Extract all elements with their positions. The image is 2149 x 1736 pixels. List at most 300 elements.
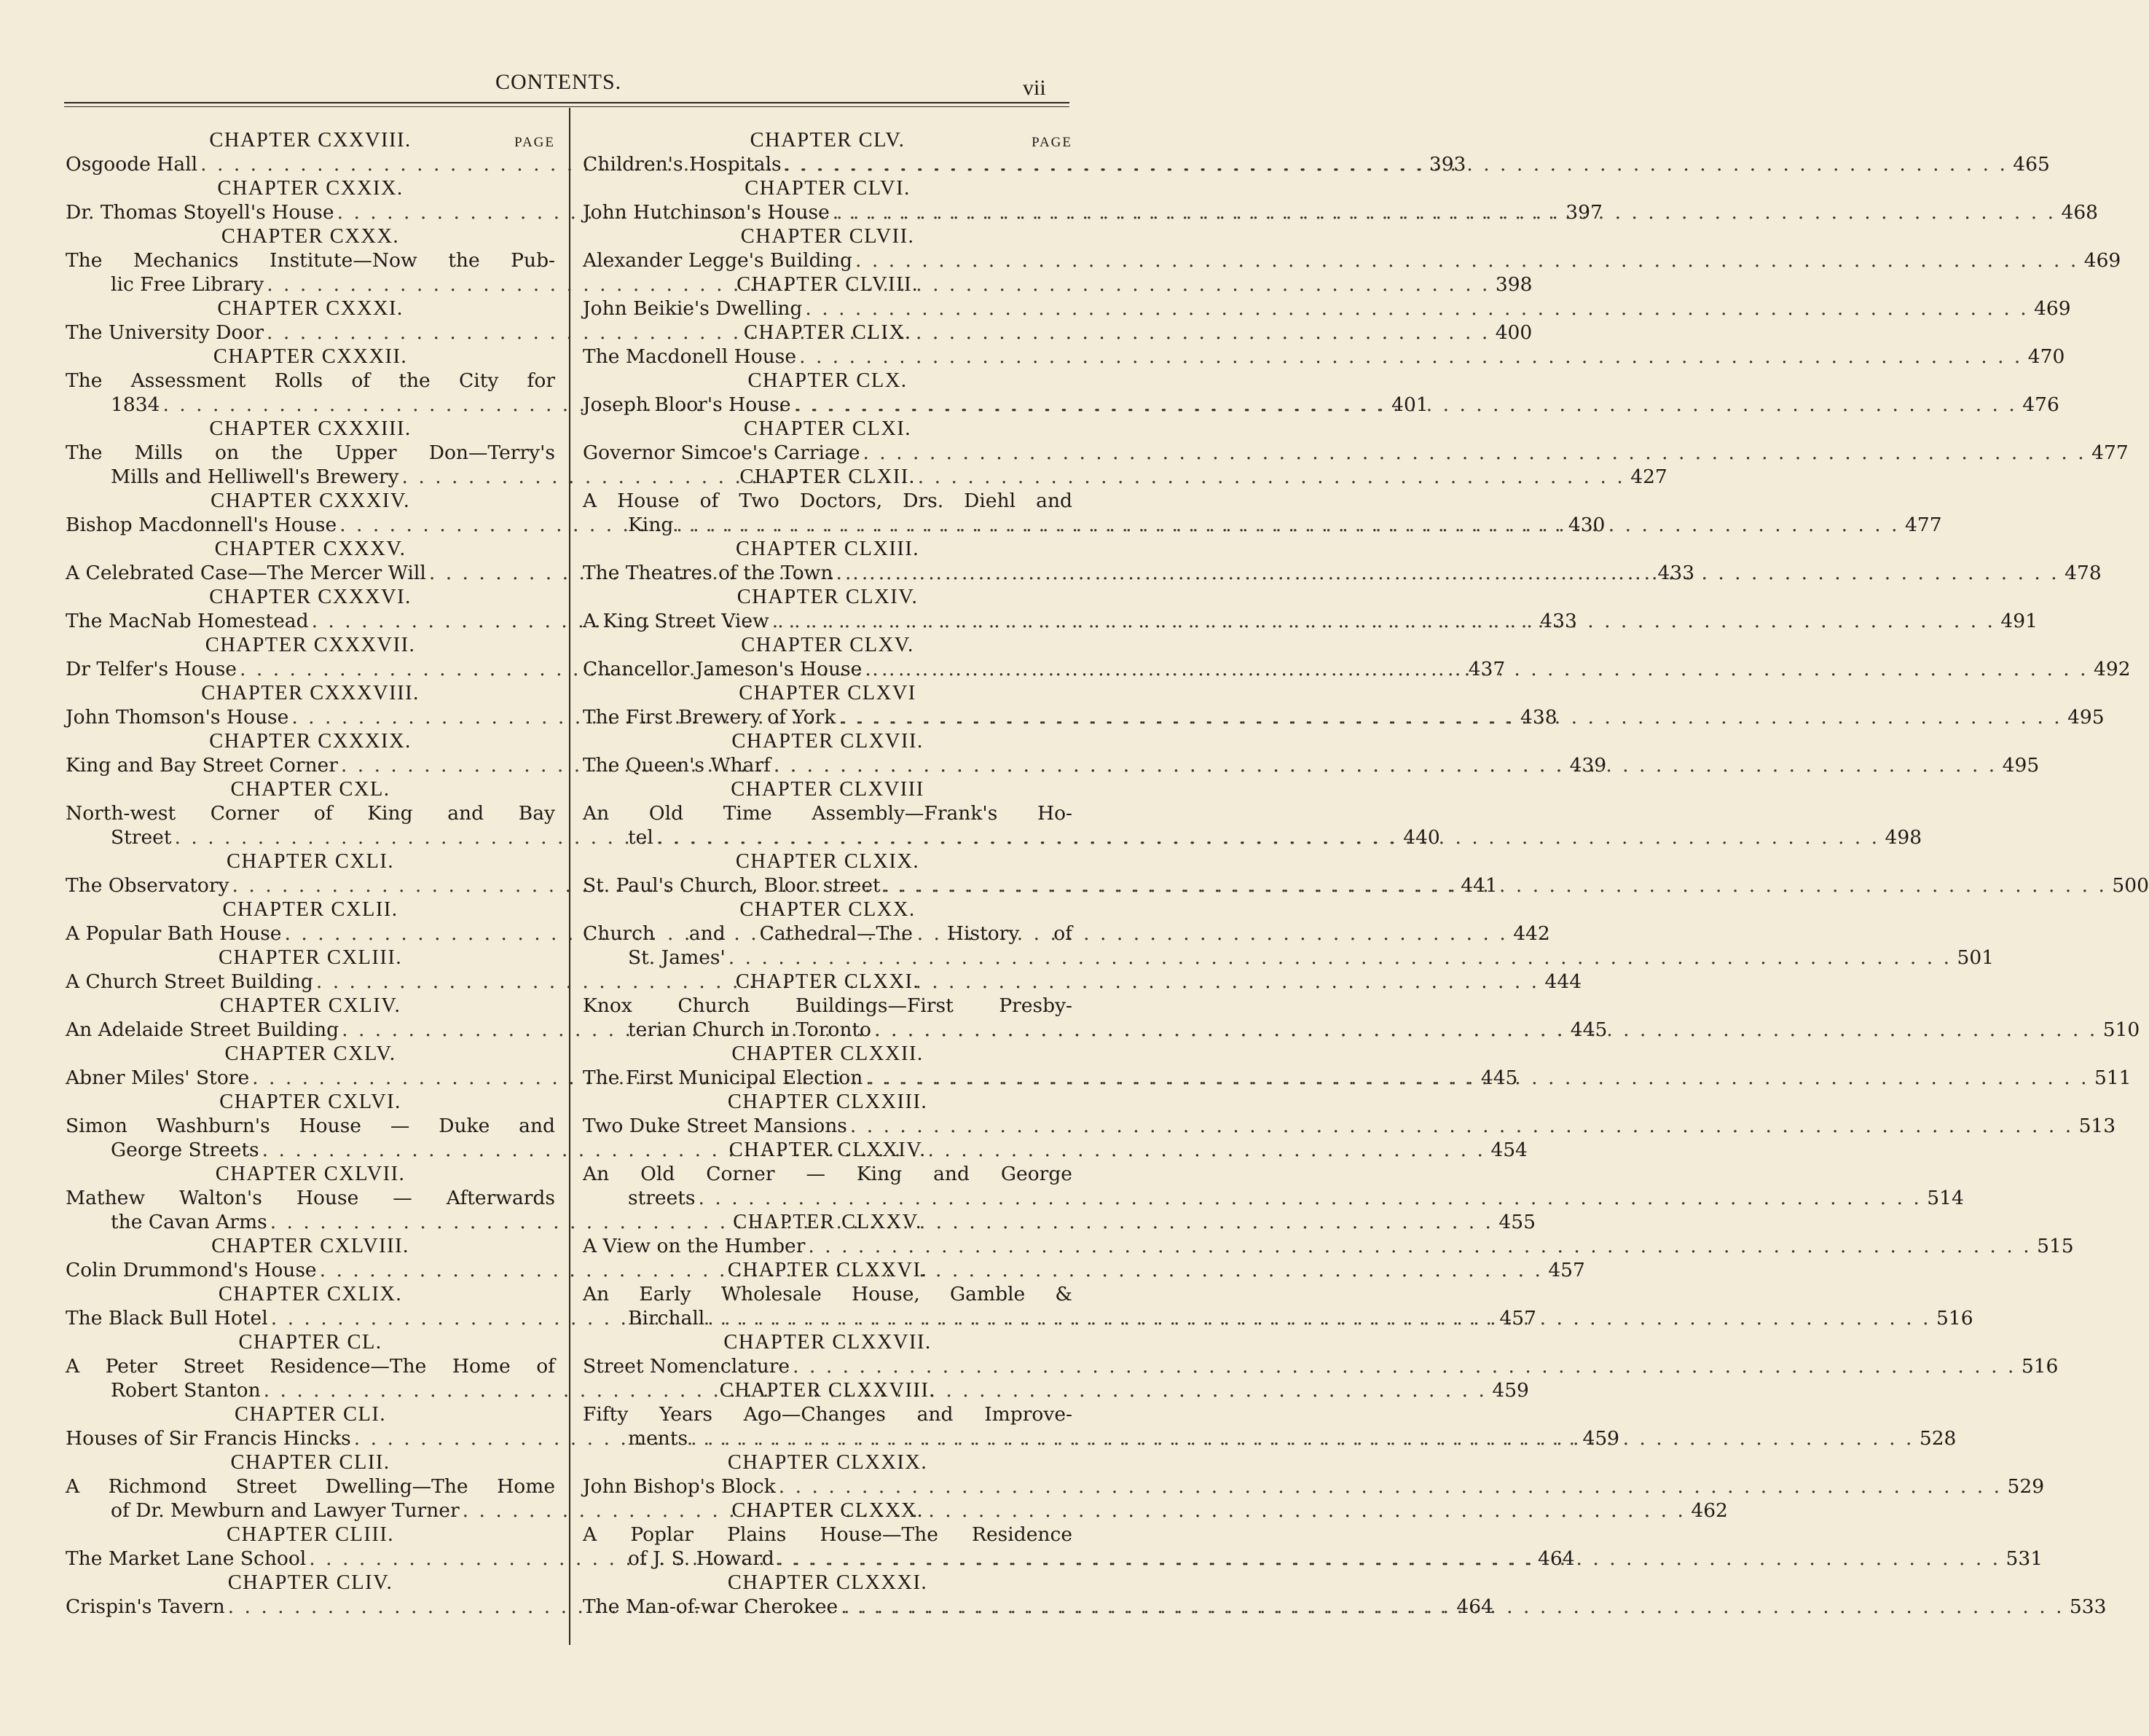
entry-title: The First Brewery of York [583,706,836,728]
dot-leader [884,873,2107,898]
page-reference: 533 [2069,1595,2107,1618]
chapter-number: CHAPTER CLI. [234,1403,386,1426]
entry-title: The Black Bull Hotel [66,1307,268,1330]
dot-leader [799,345,2022,369]
chapter-number: CHAPTER CLXVII. [731,730,924,753]
page-reference: 445 [1570,1018,1608,1041]
entry-title: Two Duke Street Mansions [583,1115,847,1137]
chapter-number: CHAPTER CLXI. [743,417,912,440]
page-reference: 433 [1657,562,1695,584]
entry-title: The Theatres of the Town [583,562,833,584]
page-reference: 511 [2094,1067,2132,1089]
entry-title: A Peter Street Residence—The Home of [66,1355,555,1378]
contents-entry[interactable] [583,345,2065,369]
chapter-heading [583,1090,1072,1114]
page-reference: 492 [2094,658,2131,680]
entry-title: Colin Drummond's House [66,1259,317,1281]
entry-line [583,1114,2116,1138]
page-reference: 513 [2078,1115,2116,1137]
page-reference: 400 [1495,321,1533,344]
chapter-number: CHAPTER CLIX. [743,321,912,344]
chapter-heading [583,898,1072,922]
entry-title: lic Free Library [111,273,264,296]
dot-leader [656,825,1879,849]
page-column-label: PAGE [1032,135,1072,150]
entry-title: of Dr. Mewburn and Lawyer Turner [111,1499,460,1522]
dot-leader [779,1474,2002,1499]
entry-title: The University Door [66,321,264,344]
page-reference: 477 [1905,514,1942,536]
chapter-number: CHAPTER CXLV. [224,1042,396,1065]
chapter-number: CHAPTER CXXXVIII. [201,682,420,704]
page-reference: 469 [2034,297,2071,320]
page-reference: 470 [2027,345,2065,368]
page-reference: 514 [1927,1187,1964,1209]
chapter-number: CHAPTER CLXXXI. [727,1571,928,1594]
chapter-number: CHAPTER CLVI. [745,177,911,200]
page-reference: 397 [1565,201,1603,224]
entry-line [583,1162,1072,1186]
entry-title: Dr Telfer's House [66,658,237,680]
chapter-number: CHAPTER CLXIX. [735,850,920,873]
chapter-number: CHAPTER CXLVIII. [211,1235,409,1257]
page-reference: 495 [2002,754,2040,777]
dot-leader [808,1234,2031,1258]
page-reference: 529 [2007,1475,2045,1498]
entry-title: John Thomson's House [66,706,289,728]
chapter-heading [66,729,555,753]
dot-leader [833,200,2056,224]
page-reference: 478 [2064,562,2102,584]
entry-title: Chancellor Jameson's House [583,658,863,680]
entry-line [66,1186,555,1210]
chapter-heading [583,849,1072,873]
entry-title: Children's Hospitals [583,153,782,176]
page-reference: 531 [2005,1547,2043,1570]
dot-leader [865,657,2088,681]
dot-leader [793,1354,2016,1378]
entry-title: Osgoode Hall [66,153,198,176]
chapter-number: CHAPTER CXXIX. [217,177,404,200]
chapter-number: CHAPTER CXXXVI. [209,586,412,608]
entry-title: The Man-of-war Cherokee [583,1595,838,1618]
page-reference: 439 [1569,754,1607,777]
chapter-number: CHAPTER CL. [238,1331,382,1354]
chapter-heading [66,1402,555,1426]
dot-leader [838,705,2062,729]
entry-title: streets [628,1187,696,1209]
page-reference: 440 [1403,826,1440,849]
page-column-label: PAGE [514,135,555,150]
page-reference: 398 [1495,273,1533,296]
page-reference: 444 [1544,970,1582,993]
entry-title: A House of Two Doctors, Drs. Diehl and [583,490,1072,512]
entry-title: Birchall [628,1307,705,1330]
entry-title: Simon Washburn's House — Duke and [66,1115,555,1137]
page-reference: 468 [2061,201,2099,224]
entry-title: The Mills on the Upper Don—Terry's [66,441,555,464]
chapter-heading [583,128,1072,152]
entry-line [583,248,2121,272]
entry-title: An Old Time Assembly—Frank's Ho- [583,802,1072,825]
page-reference: 500 [2112,874,2149,897]
header-rule-thin [64,106,1069,107]
chapter-number: CHAPTER CLXXX. [731,1499,924,1522]
entry-title: John Bishop's Block [583,1475,776,1498]
entry-title: Robert Stanton [111,1379,261,1402]
running-title: CONTENTS. [495,70,622,94]
entry-title: Dr. Thomas Stoyell's House [66,201,334,224]
entry-title: St. James' [628,946,726,969]
entry-title: Abner Miles' Store [66,1067,250,1089]
entry-title: The Market Lane School [66,1547,307,1570]
page-reference: 469 [2083,249,2121,272]
chapter-heading [583,176,1072,200]
chapter-number: CHAPTER CXLII. [222,898,398,921]
contents-entry[interactable] [583,296,2071,321]
contents-entry[interactable] [583,248,2121,272]
entry-title: Joseph Bloor's House [583,393,791,416]
chapter-heading [583,777,1072,801]
chapter-number: CHAPTER CLXXI. [735,970,920,993]
entry-line [583,489,1072,513]
chapter-heading [583,321,1072,345]
chapter-heading [66,176,555,200]
chapter-heading [66,1330,555,1354]
chapter-heading [583,417,1072,441]
chapter-number: CHAPTER CLXV. [741,634,914,656]
entry-line [583,1282,1072,1306]
entry-title: A King Street View [583,610,769,632]
page-reference: 465 [2013,153,2050,176]
chapter-number: CHAPTER CLXXIV. [728,1139,927,1161]
entry-title: Church and Cathedral—The History of [583,922,1072,945]
page-reference: 457 [1499,1307,1536,1330]
page-reference: 495 [2067,706,2105,728]
chapter-number: CHAPTER CLXXIII. [727,1091,928,1113]
page-reference: 437 [1468,658,1506,680]
page-reference: 455 [1498,1211,1536,1233]
entry-title: An Adelaide Street Building [66,1018,339,1041]
chapter-heading [66,296,555,321]
entry-title: The Mechanics Institute—Now the Pub- [66,249,555,272]
entry-title: A Poplar Plains House—The Residence [583,1523,1072,1546]
dot-leader [774,753,1997,777]
chapter-number: CHAPTER CLIV. [227,1571,393,1594]
page-reference: 528 [1919,1427,1957,1450]
entry-title: A View on the Humber [583,1235,806,1257]
entry-title: Bishop Macdonnell's House [66,514,337,536]
entry-line [583,994,1072,1018]
page-reference: 430 [1568,514,1606,536]
chapter-heading [583,1571,1072,1595]
entry-title: The First Municipal Election [583,1067,863,1089]
entry-title: An Early Wholesale House, Gamble & [583,1283,1072,1305]
entry-title: North-west Corner of King and Bay [66,802,555,825]
entry-title: A Popular Bath House [66,922,282,945]
chapter-heading [583,1450,1072,1474]
chapter-number: CHAPTER CLII. [230,1451,390,1474]
dot-leader [865,1066,2089,1090]
chapter-heading [66,946,555,970]
chapter-number: CHAPTER CLXXVII. [723,1331,932,1354]
page-reference: 515 [2037,1235,2074,1257]
entry-title: of J. S. Howard [628,1547,774,1570]
chapter-number: CHAPTER CXXXIII. [209,417,412,440]
entry-line [583,1402,1072,1426]
entry-line [583,1234,2074,1258]
entry-title: 1834 [111,393,160,416]
page-reference: 427 [1630,466,1667,488]
page-reference: 459 [1492,1379,1529,1402]
entry-title: Knox Church Buildings—First Presby- [583,994,1072,1017]
entry-line [583,1354,2059,1378]
entry-title: Mills and Helliwell's Brewery [111,466,399,488]
chapter-number: CHAPTER CLXXII. [731,1042,924,1065]
chapter-number: CHAPTER CLXII. [739,466,916,488]
entry-title: The MacNab Homestead [66,610,309,632]
page-reference: 441 [1461,874,1498,897]
page-reference: 510 [2102,1018,2140,1041]
chapter-heading [66,1162,555,1186]
dot-leader [777,1547,2000,1571]
contents-entry[interactable] [583,1114,2116,1138]
entry-line [66,369,555,393]
chapter-heading [66,898,555,922]
chapter-number: CHAPTER CXXXIV. [211,490,410,512]
chapter-number: CHAPTER CLXVI [739,682,916,704]
chapter-number: CHAPTER CLXXVIII. [719,1379,936,1402]
entry-line [583,946,1995,970]
chapter-number: CHAPTER CXXVIII. [209,129,412,152]
page-reference: 457 [1548,1259,1585,1281]
chapter-number: CHAPTER CXLVI. [219,1091,401,1113]
chapter-heading [583,1042,1072,1066]
header-rule [64,102,1069,103]
page-reference: 438 [1520,706,1557,728]
entry-title: Crispin's Tavern [66,1595,225,1618]
chapter-heading [66,1090,555,1114]
chapter-number: CHAPTER CLXVIII [731,778,924,801]
entry-line [66,1354,555,1378]
chapter-number: CHAPTER CLXXV. [733,1211,922,1233]
entry-title: the Cavan Arms [111,1211,267,1233]
entry-line [66,1474,555,1499]
chapter-heading [66,417,555,441]
dot-leader [874,1018,2097,1042]
dot-leader [836,561,2059,585]
chapter-heading [583,465,1072,489]
chapter-number: CHAPTER CLXXVI. [727,1259,928,1281]
chapter-heading [583,272,1072,296]
chapter-heading [66,1523,555,1547]
page-reference: 459 [1582,1427,1620,1450]
chapter-heading [583,681,1072,705]
dot-leader [699,1186,1922,1210]
chapter-number: CHAPTER CXLIII. [218,946,403,969]
chapter-heading [66,537,555,561]
entry-title: ments [628,1427,688,1450]
page-reference: 393 [1429,153,1466,176]
entry-title: King [628,514,674,536]
entry-title: The Macdonell House [583,345,797,368]
dot-leader [785,152,2008,176]
chapter-heading [583,1210,1072,1234]
chapter-heading [66,994,555,1018]
chapter-number: CHAPTER CLXXIX. [727,1451,928,1474]
entry-title: The Queen's Wharf [583,754,771,777]
dot-leader [772,609,1995,633]
dot-leader [805,296,2028,321]
page-reference: 501 [1957,946,1995,969]
entry-line [583,801,1072,825]
chapter-number: CHAPTER CLVIII. [736,273,919,296]
dot-leader [855,248,2078,272]
page-reference: 464 [1456,1595,1493,1618]
page-reference: 498 [1885,826,1922,849]
entry-title: Governor Simcoe's Carriage [583,441,860,464]
chapter-number: CHAPTER CLX. [747,369,908,392]
dot-leader [691,1426,1914,1450]
entry-line [583,296,2071,321]
chapter-heading [66,1042,555,1066]
chapter-heading [66,345,555,369]
dot-leader [794,393,2017,417]
chapter-heading [583,1330,1072,1354]
entry-line [583,922,1072,946]
page-reference: 401 [1391,393,1429,416]
entry-title: A Richmond Street Dwelling—The Home [66,1475,555,1498]
entry-title: tel [628,826,653,849]
dot-leader [841,1595,2064,1619]
chapter-number: CHAPTER CXL. [230,778,390,801]
entry-title: Street Nomenclature [583,1355,790,1378]
chapter-number: CHAPTER CXXXVII. [205,634,416,656]
chapter-heading [583,633,1072,657]
page-reference: 454 [1490,1139,1528,1161]
page-reference: 464 [1537,1547,1575,1570]
dot-leader [850,1114,2073,1138]
contents-entry[interactable] [583,1474,2045,1499]
entry-title: Mathew Walton's House — Afterwards [66,1187,555,1209]
page-reference: 477 [2091,441,2129,464]
entry-title: Houses of Sir Francis Hincks [66,1427,351,1450]
chapter-number: CHAPTER CLV. [750,129,905,152]
page-reference: 476 [2022,393,2059,416]
entry-line [66,441,555,465]
page-number: vii [1023,76,1046,100]
chapter-number: CHAPTER CXLIX. [218,1283,403,1305]
chapter-number: CHAPTER CLXIV. [736,586,919,608]
chapter-heading [583,1258,1072,1282]
chapter-heading [583,970,1072,994]
page-reference: 516 [1936,1307,1973,1330]
dot-leader [728,946,1952,970]
chapter-heading [66,1234,555,1258]
chapter-heading [583,224,1072,248]
page-reference: 433 [1540,610,1577,632]
chapter-number: CHAPTER CXLI. [226,850,395,873]
entry-line [583,1523,1072,1547]
entry-title: terian Church in Toronto [628,1018,872,1041]
entry-title: Alexander Legge's Building [583,249,853,272]
entry-title: George Streets [111,1139,259,1161]
entry-line [583,345,2065,369]
entry-title: Street [111,826,172,849]
chapter-heading [583,537,1072,561]
contents-entry[interactable] [583,1162,1964,1210]
contents-entry[interactable] [583,1234,2074,1258]
chapter-number: CHAPTER CXXXII. [213,345,408,368]
page-reference: 516 [2021,1355,2059,1378]
chapter-heading [583,369,1072,393]
page-reference: 491 [2000,610,2038,632]
chapter-heading [583,1378,1072,1402]
entry-title: An Old Corner — King and George [583,1163,1072,1185]
page-reference: 442 [1513,922,1550,945]
entry-title: King and Bay Street Corner [66,754,338,777]
chapter-heading [66,128,555,152]
entry-title: John Hutchinson's House [583,201,830,224]
entry-line [583,1474,2045,1499]
dot-leader [676,513,1899,537]
entry-title: The Assessment Rolls of the City for [66,369,555,392]
chapter-heading [583,729,1072,753]
chapter-number: CHAPTER CXXX. [221,225,400,248]
chapter-number: CHAPTER CXLIV. [219,994,401,1017]
chapter-heading [66,1450,555,1474]
page-reference: 445 [1480,1067,1518,1089]
chapter-heading [583,1138,1072,1162]
chapter-heading [66,1282,555,1306]
chapter-heading [66,489,555,513]
chapter-number: CHAPTER CXXXIX. [209,730,412,753]
entry-title: The Observatory [66,874,229,897]
chapter-number: CHAPTER CLVII. [740,225,915,248]
chapter-heading [583,1499,1072,1523]
chapter-number: CHAPTER CLIII. [227,1523,394,1546]
entry-title: John Beikie's Dwelling [583,297,803,320]
chapter-number: CHAPTER CLXIII. [735,538,920,560]
chapter-heading [66,224,555,248]
entry-line [66,1114,555,1138]
contents-entry[interactable] [583,1354,2059,1378]
chapter-heading [66,681,555,705]
chapter-number: CHAPTER CLXX. [739,898,916,921]
chapter-heading [583,585,1072,609]
chapter-heading [66,1571,555,1595]
chapter-number: CHAPTER CXXXI. [217,297,404,320]
entry-line [66,248,555,272]
page-reference: 462 [1691,1499,1728,1522]
chapter-heading [66,633,555,657]
entry-line [66,801,555,825]
entry-title: A Celebrated Case—The Mercer Will [66,562,426,584]
dot-leader [707,1306,1930,1330]
dot-leader [863,441,2086,465]
chapter-heading [66,777,555,801]
chapter-number: CHAPTER CXXXV. [214,538,406,560]
entry-title: A Church Street Building [66,970,313,993]
entry-title: St. Paul's Church, Bloor street [583,874,881,897]
contents-entry[interactable] [583,441,2129,465]
chapter-heading [66,849,555,873]
chapter-number: CHAPTER CXLVII. [215,1163,406,1185]
entry-line [583,1186,1964,1210]
entry-title: Fifty Years Ago—Changes and Improve- [583,1403,1072,1426]
chapter-heading [66,585,555,609]
entry-line [583,441,2129,465]
